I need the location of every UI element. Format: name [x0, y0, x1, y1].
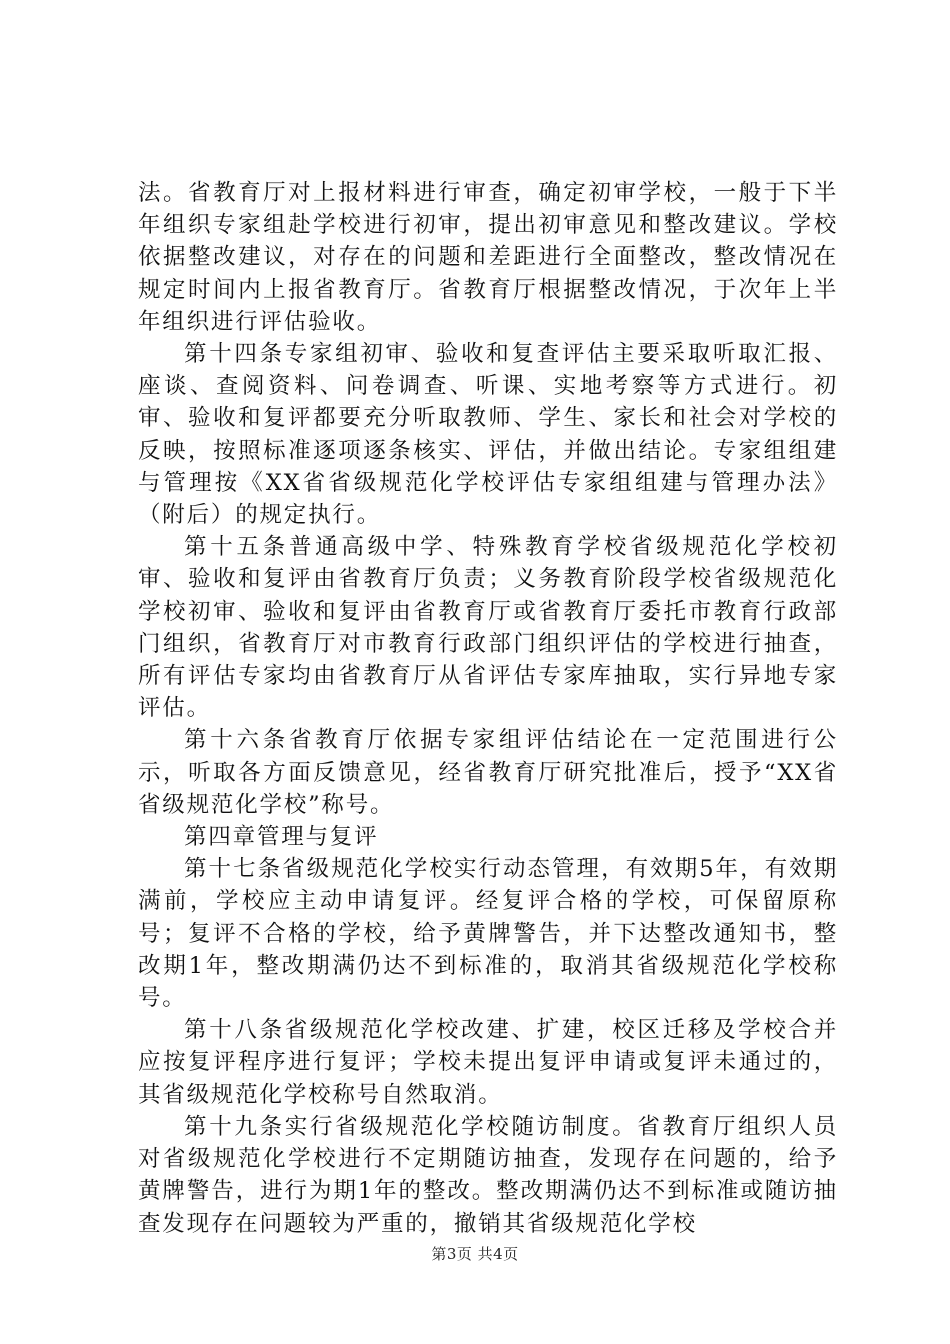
paragraph-article-18: 第十八条省级规范化学校改建、扩建，校区迁移及学校合并应按复评程序进行复评；学校未提出复评申请或复评未通过的，其省级规范化学校称号自然取消。 — [138, 1017, 838, 1108]
paragraph-article-15: 第十五条普通高级中学、特殊教育学校省级规范化学校初审、验收和复评由省教育厅负责；义务教育阶段学校省级规范化学校初审、验收和复评由省教育厅或省教育厅委托市教育行政部门组织，省教育厅对市教育行政部门组织评估的学校进行抽查，所有评估专家均由省教育厅从省评估专家库抽取，实行异地专家评估。 — [138, 534, 838, 722]
chapter-heading: 第四章管理与复评 — [184, 824, 379, 851]
paragraph-continued: 法。省教育厅对上报材料进行审查，确定初审学校，一般于下半年组织专家组赴学校进行初审，提出初审意见和整改建议。学校依据整改建议，对存在的问题和差距进行全面整改，整改情况在规定时间内上报省教育厅。省教育厅根据整改情况，于次年上半年组织进行评估验收。 — [138, 180, 838, 335]
paragraph-article-19: 第十九条实行省级规范化学校随访制度。省教育厅组织人员对省级规范化学校进行不定期随访抽查，发现存在问题的，给予黄牌警告，进行为期1年的整改。整改期满仍达不到标准或随访抽查发现存在问题较为严重的，撤销其省级规范化学校 — [138, 1113, 838, 1237]
paragraph-article-14: 第十四条专家组初审、验收和复查评估主要采取听取汇报、座谈、查阅资料、问卷调查、听课、实地考察等方式进行。初审、验收和复评都要充分听取教师、学生、家长和社会对学校的反映，按照标准逐项逐条核实、评估，并做出结论。专家组组建与管理按《XX省省级规范化学校评估专家组组建与管理办法》（附后）的规定执行。 — [138, 341, 838, 529]
paragraph-article-16: 第十六条省教育厅依据专家组评估结论在一定范围进行公示，听取各方面反馈意见，经省教育厅研究批准后，授予“XX省省级规范化学校”称号。 — [138, 727, 838, 818]
page-number-footer: 第3页 共4页 — [431, 1245, 519, 1263]
document-body — [138, 177, 838, 1240]
paragraph-article-17: 第十七条省级规范化学校实行动态管理，有效期5年，有效期满前，学校应主动申请复评。经复评合格的学校，可保留原称号；复评不合格的学校，给予黄牌警告，并下达整改通知书，整改期1年，整改期满仍达不到标准的，取消其省级规范化学校称号。 — [138, 856, 838, 1012]
